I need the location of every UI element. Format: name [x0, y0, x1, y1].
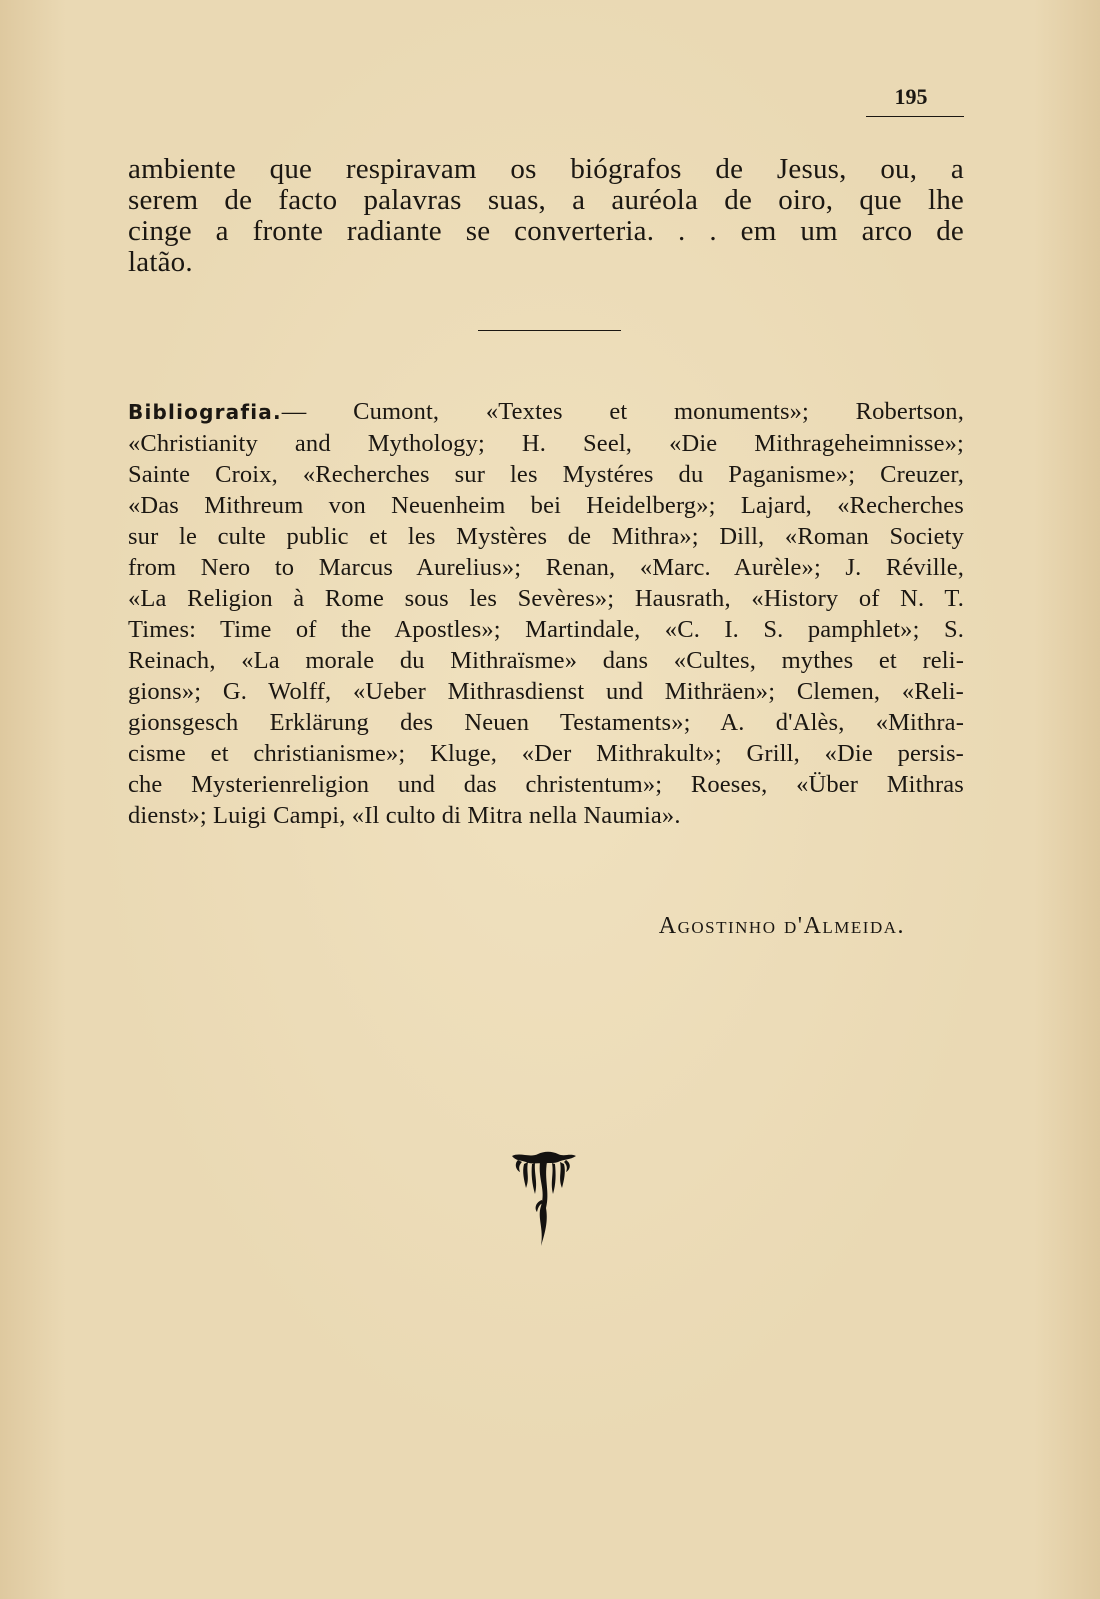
bibliography-line: gionsgesch Erklärung des Neuen Testaments»; A. d'Alès, «Mithra- — [128, 709, 964, 736]
bibliography-line: Sainte Croix, «Recherches sur les Mystéres du Paganisme»; Creuzer, — [128, 461, 964, 488]
bibliography-heading: Bibliografia. — [128, 400, 282, 424]
section-divider-rule — [478, 330, 621, 331]
page-number: 195 — [894, 84, 928, 109]
bibliography-line: dienst»; Luigi Campi, «Il culto di Mitra nella Naumia». — [128, 802, 681, 829]
bibliography-line: «Christianity and Mythology; H. Seel, «Die Mithrageheimnisse»; — [128, 430, 964, 457]
bibliography-line: sur le culte public et les Mystères de Mithra»; Dill, «Roman Society — [128, 523, 964, 550]
bibliography-line: from Nero to Marcus Aurelius»; Renan, «Marc. Aurèle»; J. Réville, — [128, 554, 964, 581]
paragraph-line: ambiente que respiravam os biógrafos de Jesus, ou, a — [128, 153, 964, 185]
page-number-rule — [866, 116, 964, 117]
bibliography-line: che Mysterienreligion und das christentum»; Roeses, «Über Mithras — [128, 771, 964, 798]
bibliography-line-text: — Cumont, «Textes et monuments»; Robertson, — [281, 398, 964, 425]
paragraph-line: latão. — [128, 246, 193, 278]
bibliography-line: cisme et christianisme»; Kluge, «Der Mithrakult»; Grill, «Die persis- — [128, 740, 964, 767]
bibliography-line: «La Religion à Rome sous les Sevères»; Hausrath, «History of N. T. — [128, 585, 964, 612]
bibliography-line — [128, 396, 964, 428]
bibliography-section — [128, 396, 964, 831]
paragraph-line: serem de facto palavras suas, a auréola de oiro, que lhe — [128, 184, 964, 216]
tailpiece-ornament-icon — [508, 1150, 578, 1250]
author-signature: Agostinho d'Almeida. — [658, 913, 905, 939]
opening-paragraph — [128, 154, 964, 278]
bibliography-line: gions»; G. Wolff, «Ueber Mithrasdienst und Mithräen»; Clemen, «Reli- — [128, 678, 964, 705]
bibliography-line: «Das Mithreum von Neuenheim bei Heidelberg»; Lajard, «Recherches — [128, 492, 964, 519]
paragraph-line: cinge a fronte radiante se converteria. . . em um arco de — [128, 215, 964, 247]
bibliography-line: Reinach, «La morale du Mithraïsme» dans «Cultes, mythes et reli- — [128, 647, 964, 674]
bibliography-line: Times: Time of the Apostles»; Martindale, «C. I. S. pamphlet»; S. — [128, 616, 964, 643]
